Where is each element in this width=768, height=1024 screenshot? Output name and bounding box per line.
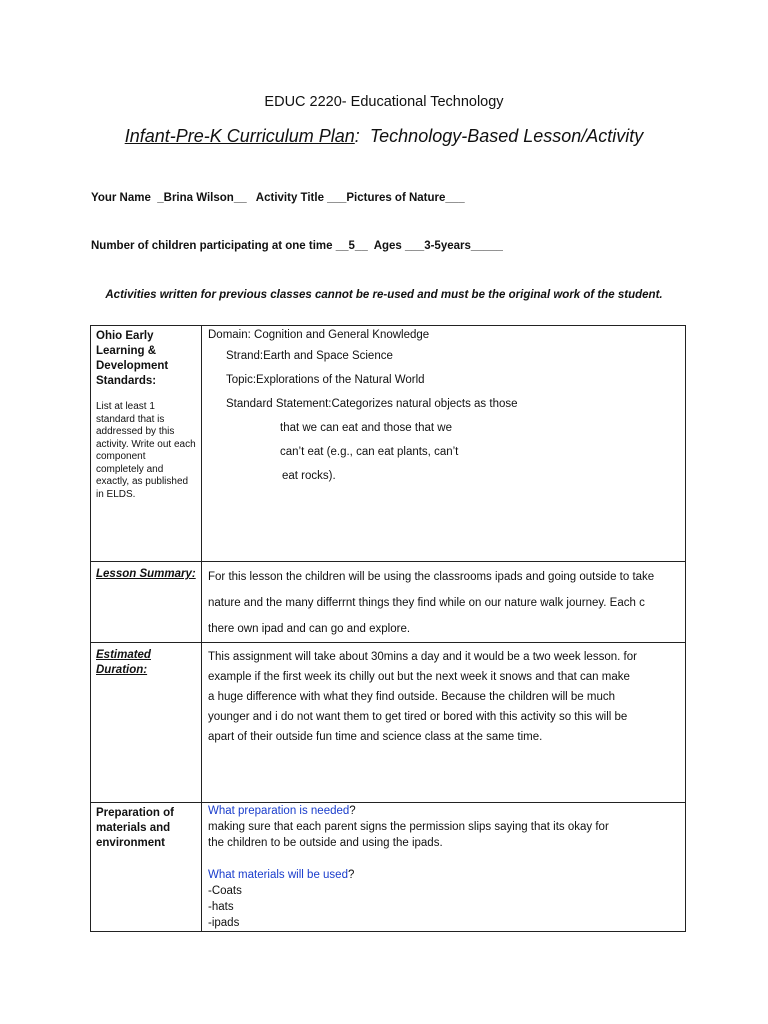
preparation-answer-2: the children to be outside and using the ipads. — [208, 837, 443, 849]
duration-line-4: younger and i do not want them to get tired or bored with this activity so this will be — [208, 711, 628, 723]
standards-statement-3: can’t eat (e.g., can eat plants, can’t — [280, 446, 459, 458]
course-title: EDUC 2220- Educational Technology — [264, 94, 504, 110]
summary-label-cell — [91, 562, 202, 643]
material-item: -hats — [208, 901, 234, 913]
standards-label: Ohio Early Learning & Development Standards: — [96, 330, 169, 387]
name-activity-line — [91, 192, 465, 204]
standards-domain: Domain: Cognition and General Knowledge — [208, 329, 430, 341]
summary-content-cell — [202, 562, 686, 643]
standards-text — [208, 326, 679, 488]
preparation-question-2-mark: ? — [347, 869, 355, 881]
activity-label: Activity Title — [255, 192, 324, 204]
standards-row — [91, 326, 686, 562]
standards-statement-4: eat rocks). — [282, 470, 336, 482]
activity-value: ___Pictures of Nature___ — [327, 192, 465, 204]
summary-line-2: nature and the many differrnt things they find while on our nature walk journey. Each c — [208, 597, 645, 609]
duration-content-cell — [202, 643, 686, 803]
preparation-answer-1: making sure that each parent signs the permission slips saying that its okay for — [208, 821, 609, 833]
originality-notice: Activities written for previous classes cannot be re-used and must be the original work of the student. — [105, 289, 663, 301]
children-label: Number of children participating at one time — [91, 240, 333, 252]
preparation-question-1-mark: ? — [349, 805, 356, 817]
preparation-spacer — [208, 851, 679, 867]
duration-row — [91, 643, 686, 803]
summary-line-1: For this lesson the children will be using the classrooms ipads and going outside to take — [208, 571, 655, 583]
standards-label-cell — [91, 326, 202, 562]
standards-strand: Strand:Earth and Space Science — [226, 350, 393, 362]
duration-text — [208, 643, 679, 747]
duration-label: Estimated Duration: — [96, 649, 151, 676]
summary-line-3: there own ipad and can go and explore. — [208, 623, 411, 635]
summary-label: Lesson Summary: — [96, 568, 196, 580]
standards-note: List at least 1 standard that is addressed by this activity. Write out each component completely and exactly, as published in ELDS. — [96, 401, 196, 500]
plan-label: Infant-Pre-K Curriculum Plan — [124, 126, 355, 146]
duration-line-2: example if the first week its chilly out but the next week it snows and that can make — [208, 671, 630, 683]
duration-line-3: a huge difference with what they find outside. Because the children will be much — [208, 691, 616, 703]
preparation-label-cell — [91, 803, 202, 932]
standards-statement-1: Standard Statement:Categorizes natural objects as those — [226, 398, 518, 410]
preparation-row — [91, 803, 686, 932]
plan-colon: : — [354, 126, 360, 146]
plan-title: Technology-Based Lesson/Activity — [369, 126, 644, 146]
name-value: _Brina Wilson__ — [157, 192, 247, 204]
name-label: Your Name — [91, 192, 151, 204]
preparation-content-cell — [202, 803, 686, 932]
duration-label-cell — [91, 643, 202, 803]
children-value: __5__ — [335, 240, 368, 252]
curriculum-plan-table — [90, 325, 686, 932]
duration-line-1: This assignment will take about 30mins a day and it would be a two week lesson. for — [208, 651, 637, 663]
children-ages-line — [91, 240, 503, 252]
standards-content-cell — [202, 326, 686, 562]
summary-row — [91, 562, 686, 643]
duration-line-5: apart of their outside fun time and science class at the same time. — [208, 731, 543, 743]
material-item: -ipads — [208, 917, 240, 929]
preparation-question-1 — [208, 803, 679, 819]
preparation-question-2 — [208, 867, 679, 883]
plan-heading — [0, 126, 768, 147]
material-item: -Coats — [208, 885, 242, 897]
standards-topic: Topic:Explorations of the Natural World — [226, 374, 425, 386]
preparation-label: Preparation of materials and environment — [96, 807, 174, 849]
preparation-question-1-text: What preparation is needed — [208, 805, 350, 817]
preparation-question-2-text: What materials will be used — [208, 869, 348, 881]
ages-value: ___3-5years_____ — [405, 240, 503, 252]
summary-text — [208, 562, 679, 642]
standards-statement-2: that we can eat and those that we — [280, 422, 452, 434]
preparation-text — [208, 803, 679, 931]
ages-label: Ages — [373, 240, 402, 252]
